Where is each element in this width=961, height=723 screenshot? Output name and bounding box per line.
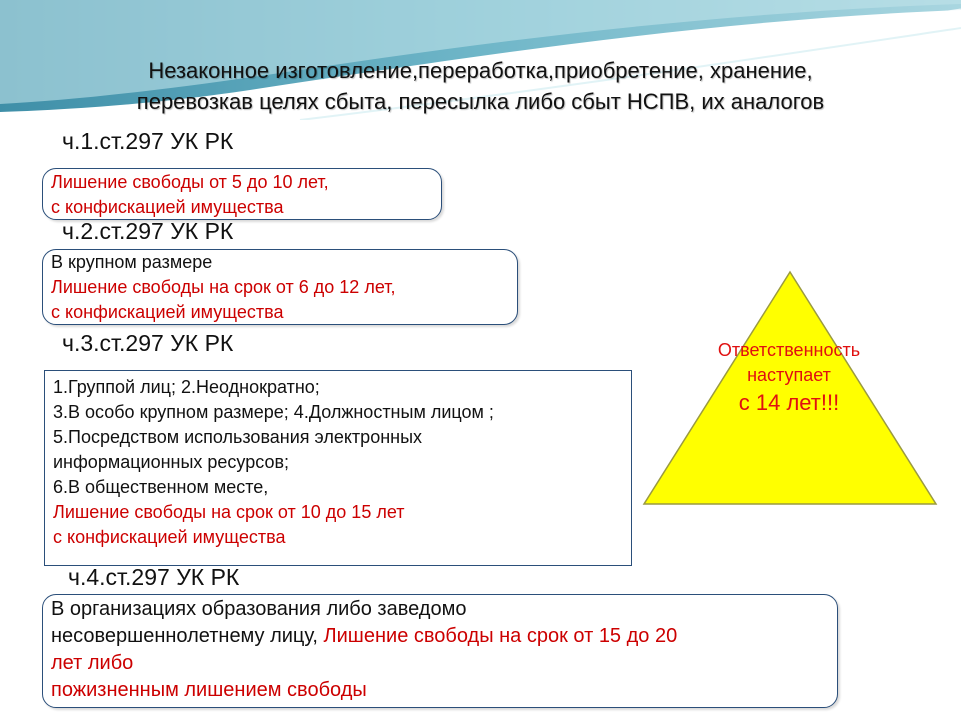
part3-condition-line-2: 3.В особо крупном размере; 4.Должностным лицом ;: [53, 402, 494, 422]
triangle-text: [680, 338, 898, 418]
part4-minor-text: несовершеннолетнему лицу: [51, 625, 313, 647]
title-line-2: перевозкав целях сбыта, пересылка либо сбыт НСПВ, их аналогов: [136, 89, 825, 114]
part4-years-line: лет либо: [51, 652, 134, 674]
part2-condition-line: В крупном размере: [51, 252, 213, 272]
part3-heading: ч.3.ст.297 УК РК: [62, 330, 234, 356]
part4-mixed-line: [51, 623, 837, 650]
part2-box: [42, 249, 518, 325]
slide-title: [20, 55, 941, 117]
part3-penalty-line: Лишение свободы на срок от 10 до 15 лет: [53, 502, 405, 522]
triangle-line-1: Ответственность: [717, 340, 861, 360]
part1-confiscation-line: с конфискацией имущества: [51, 197, 284, 217]
part4-penalty-text: Лишение свободы на срок от 15 до 20: [317, 625, 678, 647]
part3-condition-line-5: 6.В общественном месте,: [53, 477, 269, 497]
part3-condition-line-4: информационных ресурсов;: [53, 452, 290, 472]
triangle-age-line: с 14 лет!!!: [738, 390, 840, 415]
part3-condition-line-3: 5.Посредством использования электронных: [53, 427, 423, 447]
triangle-line-2: наступает: [747, 365, 831, 385]
part1-penalty-line: Лишение свободы от 5 до 10 лет,: [51, 172, 329, 192]
part2-heading: ч.2.ст.297 УК РК: [62, 218, 234, 244]
part3-confiscation-line: с конфискацией имущества: [53, 527, 286, 547]
part4-comma: ,: [312, 625, 318, 647]
part2-confiscation-line: с конфискацией имущества: [51, 302, 284, 322]
part4-condition-line: В организациях образования либо заведомо: [51, 598, 467, 620]
part4-heading: ч.4.ст.297 УК РК: [68, 564, 240, 590]
part1-heading: ч.1.ст.297 УК РК: [62, 128, 234, 154]
part3-box: [44, 370, 632, 566]
part4-life-sentence-line: пожизненным лишением свободы: [51, 679, 367, 701]
part2-penalty-line: Лишение свободы на срок от 6 до 12 лет,: [51, 277, 396, 297]
part1-box: [42, 168, 442, 220]
part4-box: [42, 594, 838, 708]
title-line-1: Незаконное изготовление,переработка,приобретение, хранение,: [148, 58, 813, 83]
part3-condition-line-1: 1.Группой лиц; 2.Неоднократно;: [53, 377, 320, 397]
